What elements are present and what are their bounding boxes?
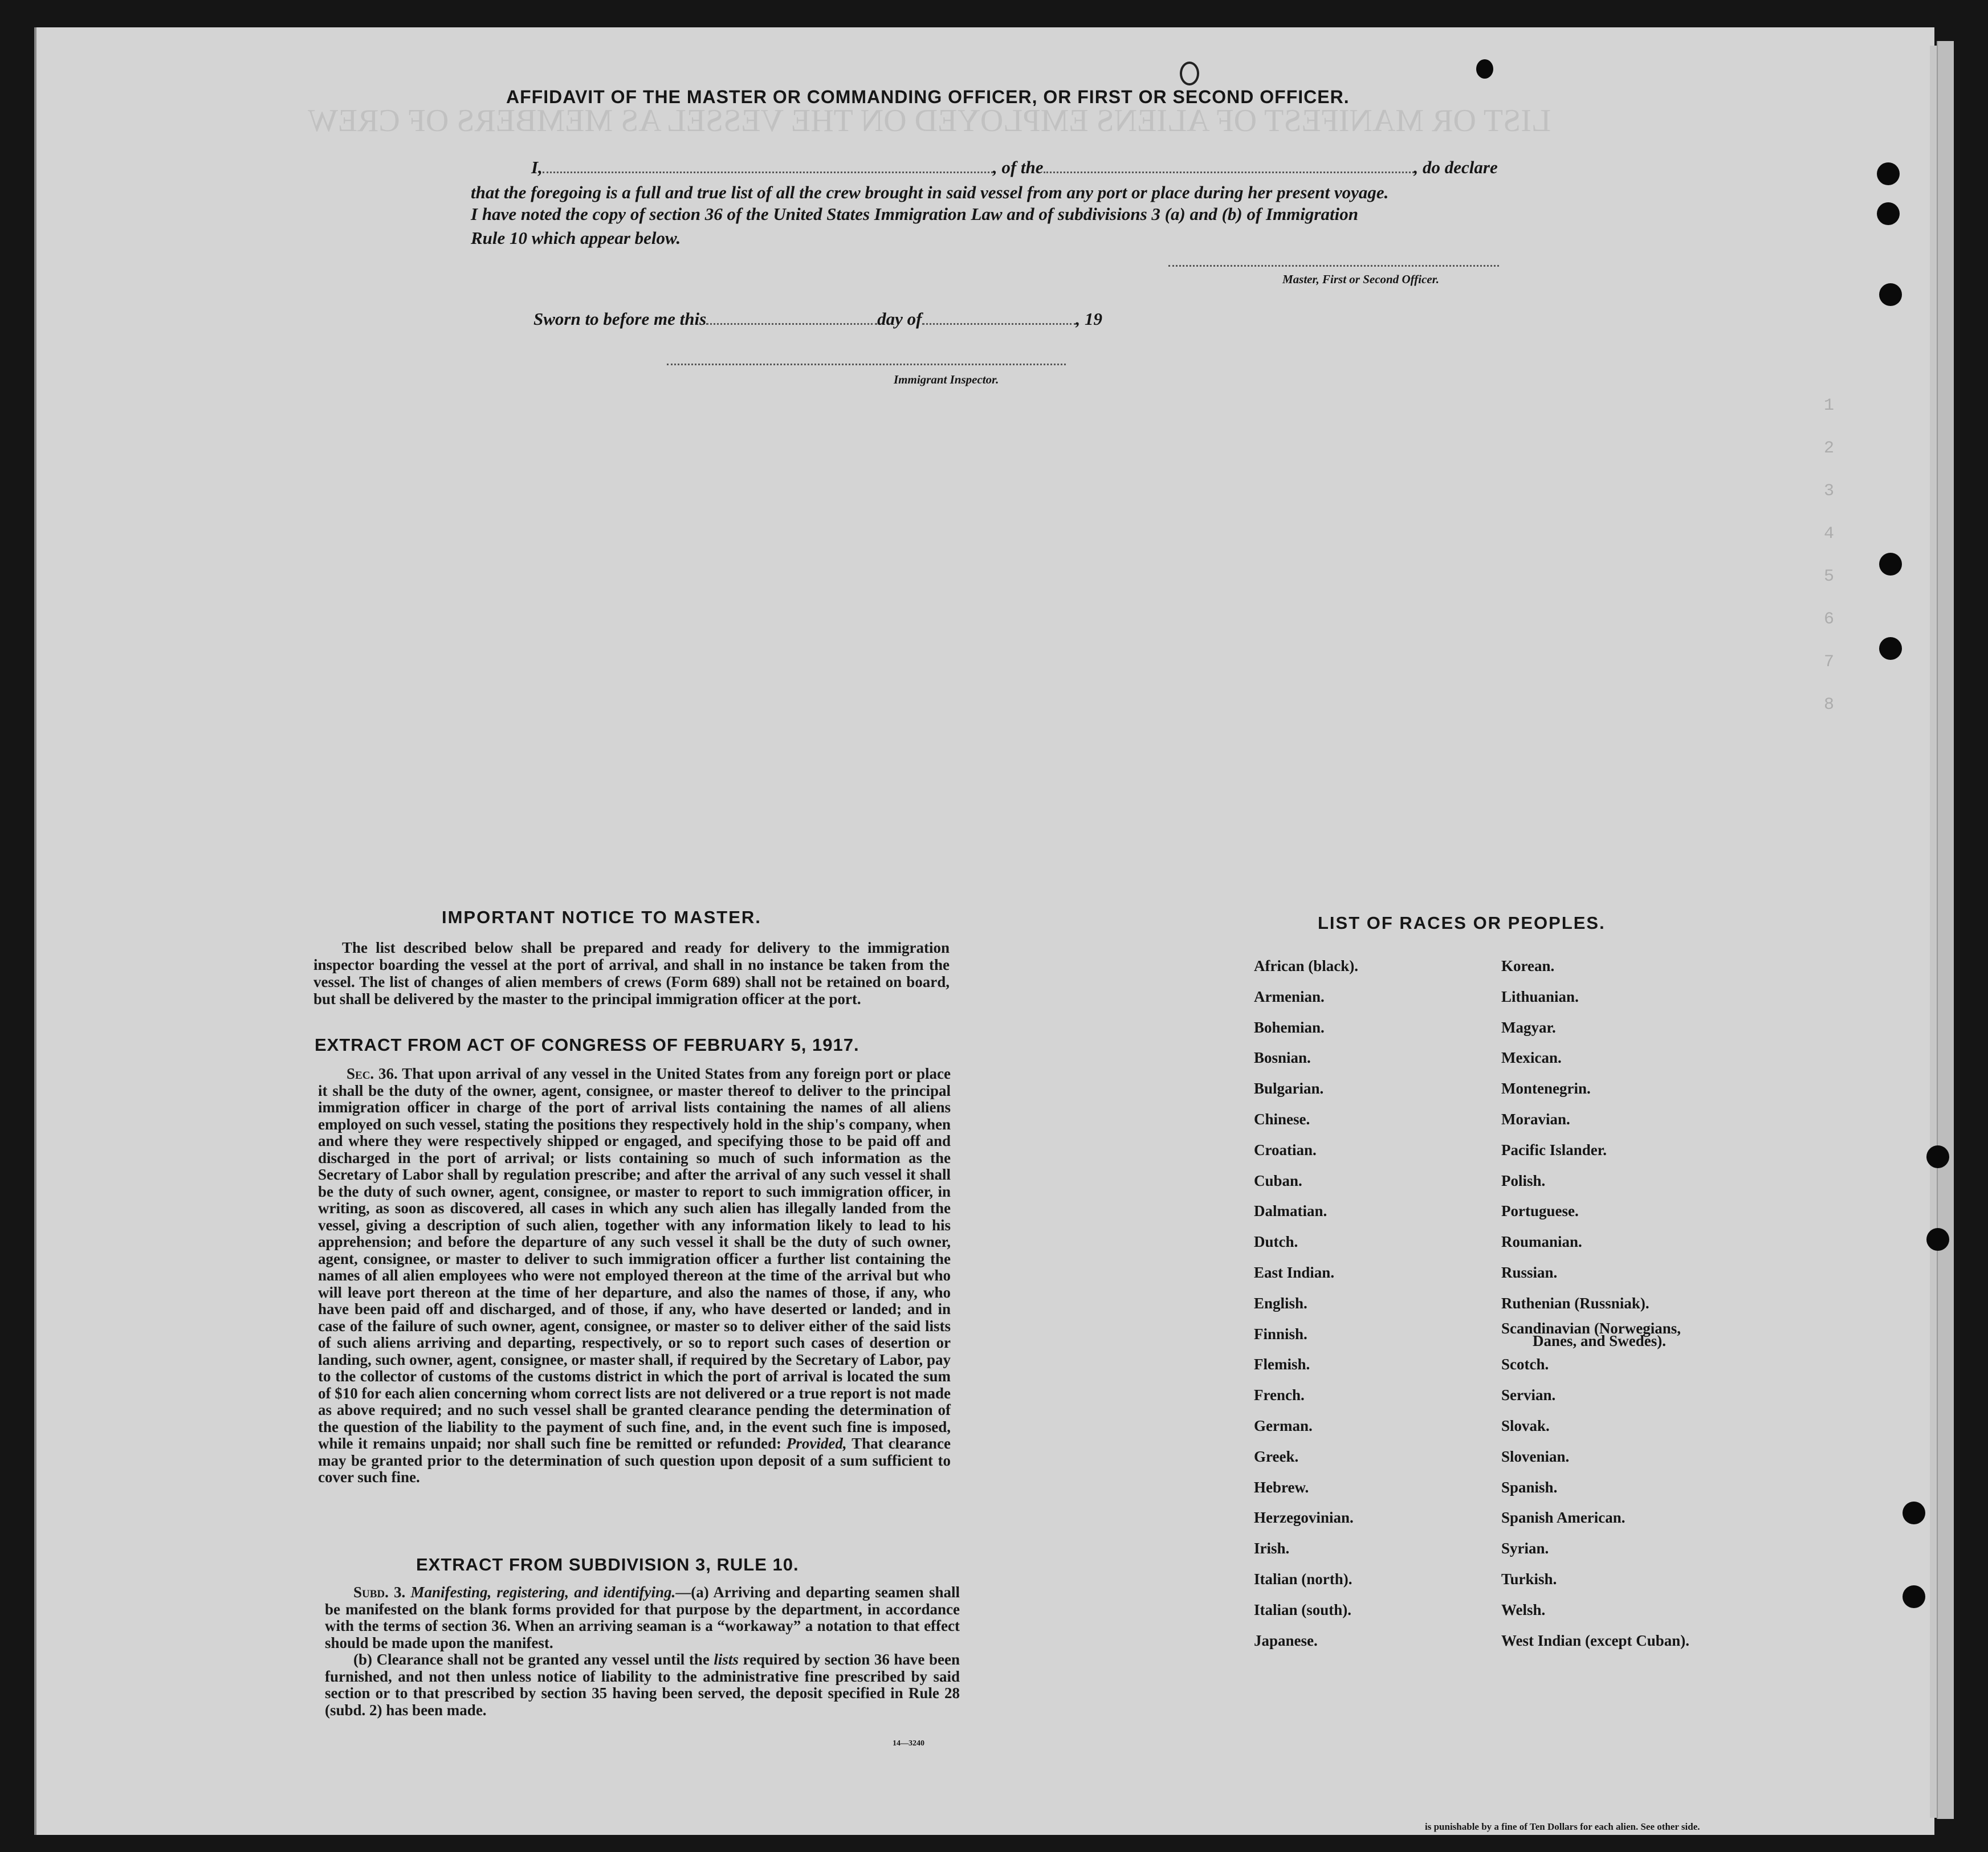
race-item: African (black). xyxy=(1254,957,1358,974)
rule-subd-heading: Manifesting, registering, and identifying. xyxy=(410,1584,676,1601)
race-item: Welsh. xyxy=(1501,1601,1546,1618)
race-item: Lithuanian. xyxy=(1501,988,1579,1005)
race-item: Slovak. xyxy=(1501,1417,1550,1434)
page-edge xyxy=(1937,41,1954,1819)
notice-text xyxy=(313,939,950,1007)
form-number: 14—3240 xyxy=(893,1739,924,1748)
binder-hole xyxy=(1903,1502,1925,1524)
race-item: Ruthenian (Russniak). xyxy=(1501,1294,1649,1312)
race-item: Mexican. xyxy=(1501,1049,1562,1067)
vessel-name-field[interactable] xyxy=(1044,158,1414,173)
punch-ring xyxy=(1180,62,1199,85)
binder-hole xyxy=(1926,1145,1949,1168)
officer-caption: Master, First or Second Officer. xyxy=(1282,272,1439,286)
race-item: Spanish American. xyxy=(1501,1509,1626,1527)
race-item: Russian. xyxy=(1501,1263,1558,1281)
race-item: German. xyxy=(1254,1417,1313,1434)
race-item: Armenian. xyxy=(1254,988,1325,1005)
binder-hole xyxy=(1879,553,1902,576)
races-left-column xyxy=(1254,957,1358,1662)
race-item: Moravian. xyxy=(1501,1110,1570,1128)
rule-para-b-lists: lists xyxy=(714,1651,739,1668)
sworn-day-field[interactable] xyxy=(706,309,877,325)
race-item: Dutch. xyxy=(1254,1233,1298,1251)
bleed-through-rownum: 7 xyxy=(1824,652,1835,672)
binder-hole xyxy=(1877,202,1900,225)
affidavit-of-the: , of the xyxy=(992,157,1044,177)
race-item: Slovenian. xyxy=(1501,1447,1570,1465)
race-item: Bulgarian. xyxy=(1254,1080,1324,1098)
race-item: Korean. xyxy=(1501,957,1555,974)
binder-hole xyxy=(1926,1228,1949,1251)
race-item: Italian (south). xyxy=(1254,1601,1352,1618)
affidavit-line4: Rule 10 which appear below. xyxy=(471,228,681,248)
affidavit-line1 xyxy=(531,157,1498,178)
year-text: , 19 xyxy=(1076,309,1102,329)
inspector-caption: Immigrant Inspector. xyxy=(894,373,999,386)
race-item: Dalmatian. xyxy=(1254,1202,1327,1220)
page-edge-inner xyxy=(1930,46,1937,1818)
sworn-line xyxy=(533,309,1102,329)
binder-hole xyxy=(1903,1585,1925,1608)
act-section-label: Sec. 36. xyxy=(347,1065,398,1082)
race-item: West Indian (except Cuban). xyxy=(1501,1631,1690,1649)
race-item: Servian. xyxy=(1501,1386,1556,1404)
race-item: Montenegrin. xyxy=(1501,1080,1591,1098)
race-item: Roumanian. xyxy=(1501,1233,1582,1251)
affidavit-declare: , do declare xyxy=(1413,157,1498,177)
race-item: Herzegovinian. xyxy=(1254,1509,1354,1527)
bleed-through-rownum: 1 xyxy=(1824,396,1835,415)
race-item: Pacific Islander. xyxy=(1501,1141,1607,1158)
act-paragraph: That upon arrival of any vessel in the United States from any foreign port or place it shall be the duty of the owner, agent, consignee, or master thereof to deliver to the principal immigration officer in charge of the port of arrival lists containing the names of all aliens employed on such vessel, stating the positions they respectively hold in the ship's company, when and where they were respectively shipped or engaged, and specifying those to be paid off and discharged in the port of arrival; or lists containing so much of such information as the Secretary of Labor shall by regulation prescribe; and after the arrival of any such vessel it shall be the duty of such owner, agent, consignee, or master to report to such immigration officer, in writing, as soon as discovered, all cases in which any such alien has illegally landed from the vessel, giving a description of such alien, together with any information likely to lead to his apprehension; and before the departure of any such vessel it shall be the duty of such owner, agent, consignee, or master to deliver to such immigration officer a further list containing the names of all alien employees who were not employed thereon at the time of the arrival but who will leave port thereon at the time of her departure, and also the names of those, if any, who have been paid off and discharged, and of those, if any, who have deserted or landed; and in case of the failure of such owner, agent, consignee, or master so to deliver either of the said lists of such aliens arriving and departing, respectively, or so to report such cases of desertion or landing, such owner, agent, consignee, or master shall, if required by the Secretary of Labor, pay to the collector of customs of the customs district in which the port of arrival is located the sum of $10 for each alien concerning whom correct lists are not delivered or a true report is not made as above required; and no such vessel shall be granted clearance pending the determination of the question of the liability to the payment of such fine, and, in the event such fine is imposed, while it remains unpaid; nor shall such fine be remitted or refunded: xyxy=(318,1065,951,1452)
race-item: East Indian. xyxy=(1254,1263,1335,1281)
affidavit-title: AFFIDAVIT OF THE MASTER OR COMMANDING OFFICER, OR FIRST OR SECOND OFFICER. xyxy=(506,87,1350,107)
race-item: Bohemian. xyxy=(1254,1018,1325,1036)
race-item: Bosnian. xyxy=(1254,1049,1311,1067)
rule-para-a: —(a) Arriving and departing seamen shall be manifested on the blank forms provided for that purpose by the department, in accordance with the terms of section 36. When an arriving seaman is a “workaway” a notation to that effect should be made upon the manifest. xyxy=(325,1584,960,1651)
rule-text xyxy=(325,1584,960,1719)
bleed-through-rownum: 8 xyxy=(1824,695,1835,715)
race-item: Scandinavian (Norwegians, Danes, and Swedes). xyxy=(1501,1319,1681,1349)
inspector-signature-field[interactable] xyxy=(667,364,1066,365)
race-item: Japanese. xyxy=(1254,1631,1318,1649)
race-item: French. xyxy=(1254,1386,1305,1404)
race-item: Chinese. xyxy=(1254,1110,1310,1128)
sworn-month-field[interactable] xyxy=(922,309,1076,325)
race-item: Turkish. xyxy=(1501,1570,1557,1588)
race-item: Hebrew. xyxy=(1254,1478,1309,1496)
race-item: Italian (north). xyxy=(1254,1570,1353,1588)
binder-hole xyxy=(1879,637,1902,660)
race-item: Greek. xyxy=(1254,1447,1299,1465)
bleed-through-rownum: 2 xyxy=(1824,439,1835,458)
race-item: Cuban. xyxy=(1254,1172,1302,1189)
binder-hole xyxy=(1476,59,1493,79)
race-item: Spanish. xyxy=(1501,1478,1558,1496)
race-item: Croatian. xyxy=(1254,1141,1317,1158)
bleed-through-heading: LIST OR MANIFEST OF ALIENS EMPLOYED ON THE VESSEL AS MEMBERS OF CREW xyxy=(308,103,1551,138)
rule-para-b: (b) Clearance shall not be granted any vessel until the xyxy=(353,1651,710,1668)
affidavit-line3: I have noted the copy of section 36 of the United States Immigration Law and of subdivisions 3 (a) and (b) of Immigration xyxy=(471,204,1358,224)
race-item: English. xyxy=(1254,1294,1307,1312)
race-item: Flemish. xyxy=(1254,1356,1310,1373)
sworn-text: Sworn to before me this xyxy=(533,309,707,329)
race-item: Syrian. xyxy=(1501,1540,1549,1557)
binder-hole xyxy=(1879,283,1902,306)
act-text xyxy=(318,1066,951,1486)
race-item: Scotch. xyxy=(1501,1356,1549,1373)
notice-paragraph: The list described below shall be prepared and ready for delivery to the immigration inspector boarding the vessel at the port of arrival, and shall in no instance be taken from the vessel. The list of changes of alien members of crews (Form 689) shall not be retained on board, but shall be delivered by the master to the principal immigration officer at the port. xyxy=(313,939,950,1007)
footer-note: is punishable by a fine of Ten Dollars for each alien. See other side. xyxy=(1425,1821,1700,1832)
bleed-through-rownum: 6 xyxy=(1824,610,1835,629)
act-paragraph-end: That clearance may be granted prior to the determination of such question upon deposit of a sum sufficient to cover such fine. xyxy=(318,1435,951,1486)
bleed-through-rownum: 3 xyxy=(1824,482,1835,501)
master-name-field[interactable] xyxy=(543,158,993,173)
races-title: LIST OF RACES OR PEOPLES. xyxy=(1318,913,1606,933)
race-item: Polish. xyxy=(1501,1172,1546,1189)
notice-title: IMPORTANT NOTICE TO MASTER. xyxy=(442,907,761,927)
act-provided: Provided, xyxy=(786,1435,847,1452)
rule-title: EXTRACT FROM SUBDIVISION 3, RULE 10. xyxy=(416,1555,799,1574)
races-right-column xyxy=(1501,957,1689,1662)
race-item: Magyar. xyxy=(1501,1018,1556,1036)
affidavit-line2: that the foregoing is a full and true list of all the crew brought in said vessel from any port or place during her present voyage. xyxy=(471,182,1389,202)
binder-hole xyxy=(1877,162,1900,185)
officer-signature-field[interactable] xyxy=(1168,265,1499,267)
race-item: Irish. xyxy=(1254,1540,1290,1557)
affidavit-i: I, xyxy=(531,157,543,177)
bleed-through-rownum: 5 xyxy=(1824,567,1835,586)
day-of-text: day of xyxy=(877,309,922,329)
race-item: Finnish. xyxy=(1254,1325,1307,1343)
rule-para-b-end: required by section 36 have been furnished, and not then unless notice of liability to the administrative fine prescribed by said section or to that prescribed by section 35 having been served, the deposit specified in Rule 28 (subd. 2) has been made. xyxy=(325,1651,960,1719)
race-item: Portuguese. xyxy=(1501,1202,1579,1220)
rule-subd-label: Subd. 3. xyxy=(353,1584,406,1601)
bleed-through-rownum: 4 xyxy=(1824,524,1835,544)
act-title: EXTRACT FROM ACT OF CONGRESS OF FEBRUARY 5, 1917. xyxy=(315,1035,859,1055)
